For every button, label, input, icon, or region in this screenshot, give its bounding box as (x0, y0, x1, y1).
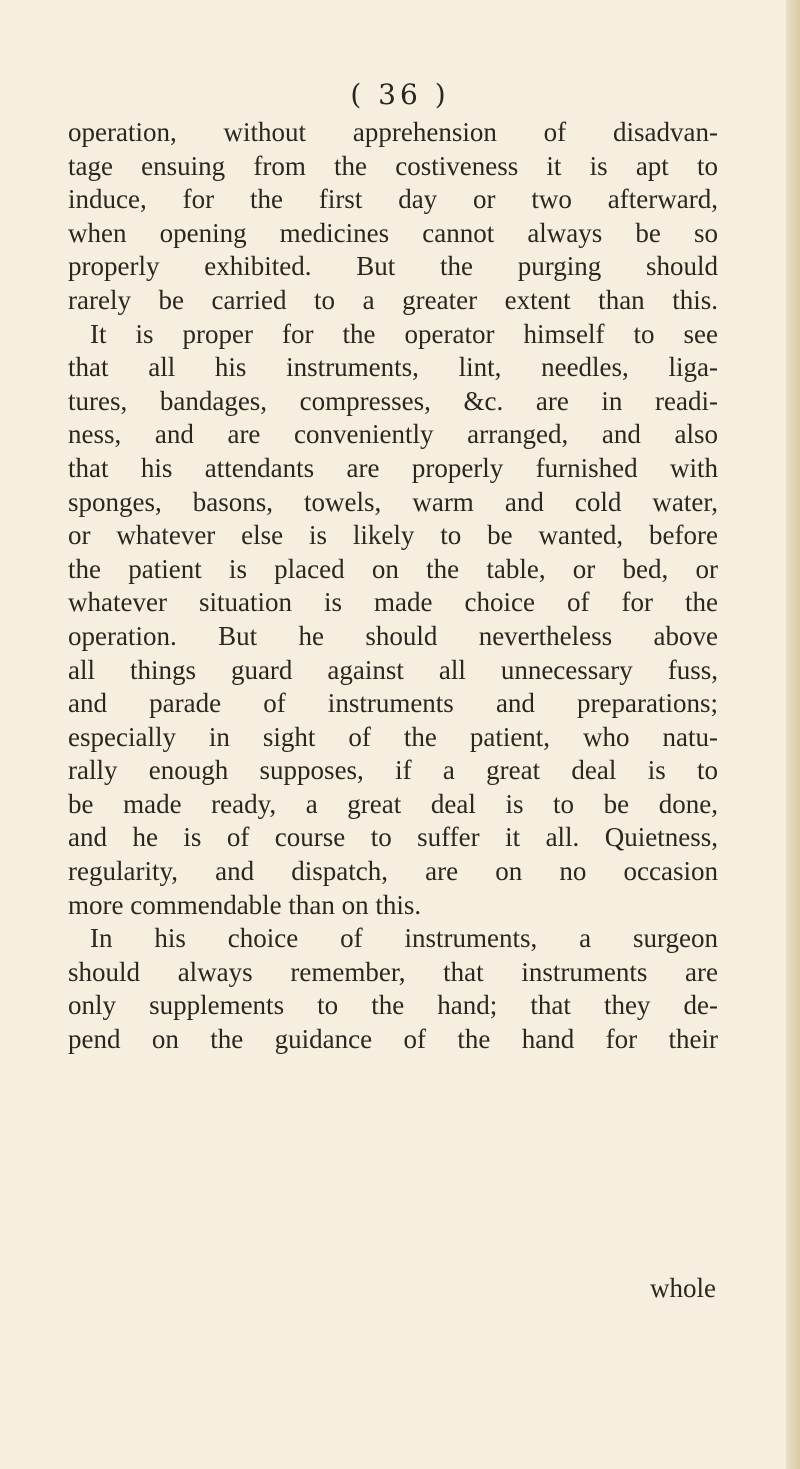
text-line: be made ready, a great deal is to be done, (68, 788, 718, 819)
text-line: should always remember, that instruments are (68, 956, 718, 987)
text-line: that all his instruments, lint, needles, liga- (68, 352, 718, 383)
text-line: and parade of instruments and preparations; (68, 688, 718, 719)
text-line: and he is of course to suffer it all. Quietness, (68, 822, 718, 853)
text-line: the patient is placed on the table, or bed, or (68, 553, 718, 584)
text-line: sponges, basons, towels, warm and cold water, (68, 486, 718, 517)
text-line: It is proper for the operator himself to see (90, 318, 718, 349)
text-line: ness, and are conveniently arranged, and also (68, 419, 718, 450)
text-line: induce, for the first day or two afterward, (68, 184, 718, 215)
catchword: whole (650, 1273, 716, 1303)
text-line: rarely be carried to a greater extent than this. (68, 284, 718, 315)
text-line: tage ensuing from the costiveness it is apt to (68, 150, 718, 181)
text-line: when opening medicines cannot always be so (68, 217, 718, 248)
text-line: all things guard against all unnecessary fuss, (68, 654, 718, 685)
body-text (68, 116, 718, 1057)
text-line: or whatever else is likely to be wanted, before (68, 520, 718, 551)
text-line: tures, bandages, compresses, &c. are in readi- (68, 385, 718, 416)
text-line: operation, without apprehension of disadvan- (68, 117, 718, 147)
text-line: operation. But he should nevertheless above (68, 620, 718, 651)
page-edge (786, 0, 800, 1469)
text-line: pend on the guidance of the hand for their (68, 1024, 718, 1055)
text-line: regularity, and dispatch, are on no occasion (68, 856, 718, 887)
page-number: ( 36 ) (350, 78, 450, 111)
text-line: In his choice of instruments, a surgeon (90, 923, 718, 954)
text-line: more commendable than on this. (68, 889, 422, 920)
text-line: especially in sight of the patient, who natu- (68, 721, 718, 752)
text-line: that his attendants are properly furnished with (68, 452, 718, 483)
text-line: rally enough supposes, if a great deal is to (68, 755, 718, 786)
text-line: only supplements to the hand; that they de- (68, 990, 718, 1021)
text-line: whatever situation is made choice of for the (68, 587, 718, 618)
text-line: properly exhibited. But the purging should (68, 251, 718, 282)
